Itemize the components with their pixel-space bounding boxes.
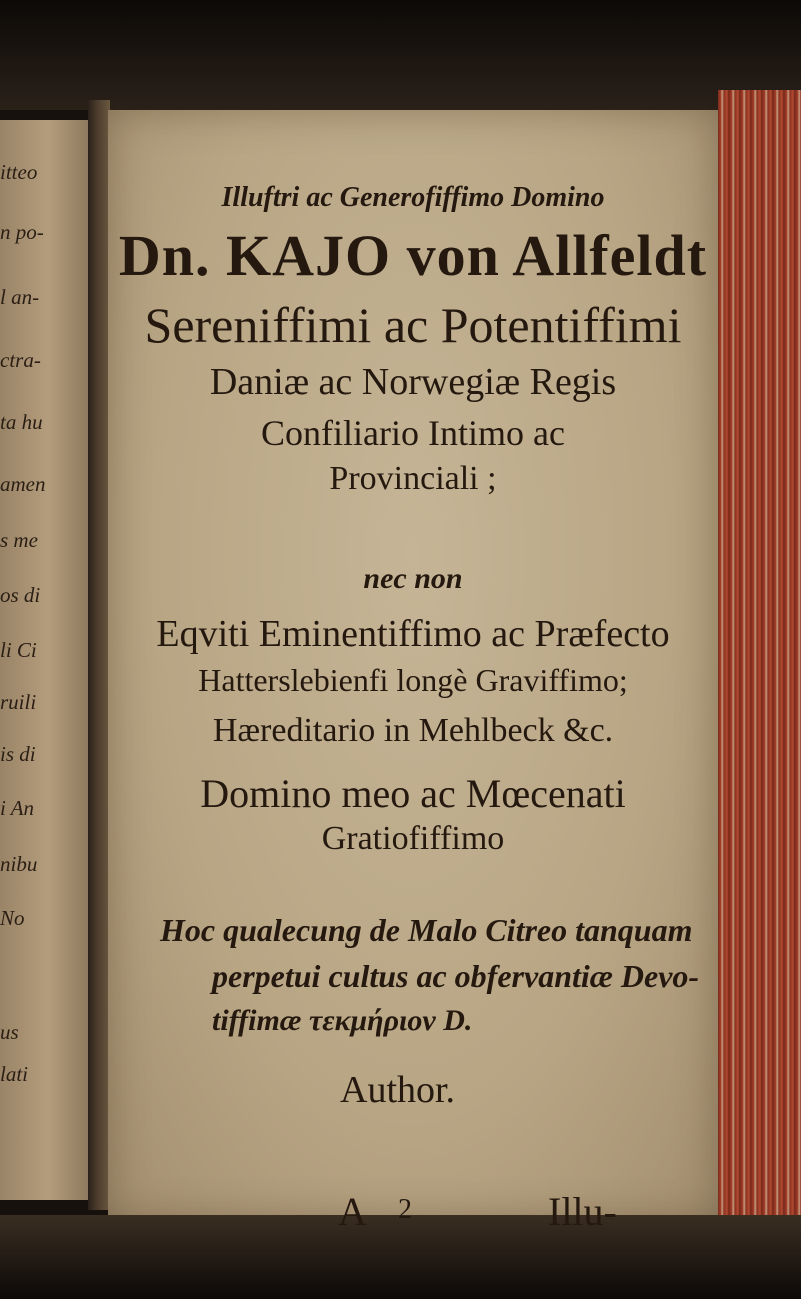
dedication-line: perpetui cultus ac obfervantiæ Devo- bbox=[212, 958, 700, 994]
background-top bbox=[0, 0, 801, 110]
dedication-line: Provinciali ; bbox=[329, 460, 497, 497]
dedication-line: Gratiofiffimo bbox=[321, 820, 505, 857]
facing-fragment: os di bbox=[0, 583, 41, 607]
facing-fragment: li Ci bbox=[0, 638, 37, 662]
dedication-line: Domino meo ac Mœcenati bbox=[200, 771, 626, 816]
facing-fragment: is di bbox=[0, 742, 36, 766]
dedication-line: nec non bbox=[363, 562, 463, 595]
dedication-line: Hatterslebienfi longè Graviffimo; bbox=[198, 662, 628, 698]
facing-fragment: ruili bbox=[0, 690, 37, 714]
dedication-line: Daniæ ac Norwegiæ Regis bbox=[209, 361, 617, 403]
dedicatee-name: Dn. KAJO von Allfeldt bbox=[118, 223, 708, 288]
signature-mark: A bbox=[338, 1189, 367, 1234]
facing-fragment: nibu bbox=[0, 852, 38, 876]
facing-fragment: s me bbox=[0, 528, 38, 552]
signature-number: 2 bbox=[398, 1194, 412, 1225]
facing-page-sliver bbox=[0, 120, 88, 1200]
dedication-line: Hæreditario in Mehlbeck &c. bbox=[212, 712, 614, 749]
author-signature: Author. bbox=[340, 1069, 456, 1111]
red-page-edges bbox=[718, 90, 801, 1220]
dedication-line: Confiliario Intimo ac bbox=[261, 413, 565, 453]
facing-fragment: ta hu bbox=[0, 410, 43, 434]
facing-fragment: No bbox=[0, 906, 25, 930]
facing-fragment: amen bbox=[0, 472, 46, 496]
dedication-line: Eqviti Eminentiffimo ac Præfecto bbox=[156, 613, 670, 655]
facing-fragment: l an- bbox=[0, 285, 40, 309]
facing-fragment: us bbox=[0, 1020, 19, 1044]
facing-fragment: itteo bbox=[0, 160, 38, 184]
dedication-line: Sereniffimi ac Potentiffimi bbox=[144, 297, 682, 353]
catchword: Illu- bbox=[548, 1189, 617, 1234]
dedication-line: tiffimæ τεκμήριον D. bbox=[212, 1004, 473, 1037]
book-gutter bbox=[88, 100, 110, 1210]
facing-fragment: ctra- bbox=[0, 348, 41, 372]
facing-fragment: i An bbox=[0, 796, 35, 820]
facing-fragment: n po- bbox=[0, 220, 44, 244]
facing-fragment: lati bbox=[0, 1062, 29, 1086]
background-bottom bbox=[0, 1215, 801, 1299]
dedication-line: Hoc qualecung de Malo Citreo tanquam bbox=[160, 912, 693, 948]
dedication-line: Illuftri ac Generofiffimo Domino bbox=[221, 182, 605, 213]
